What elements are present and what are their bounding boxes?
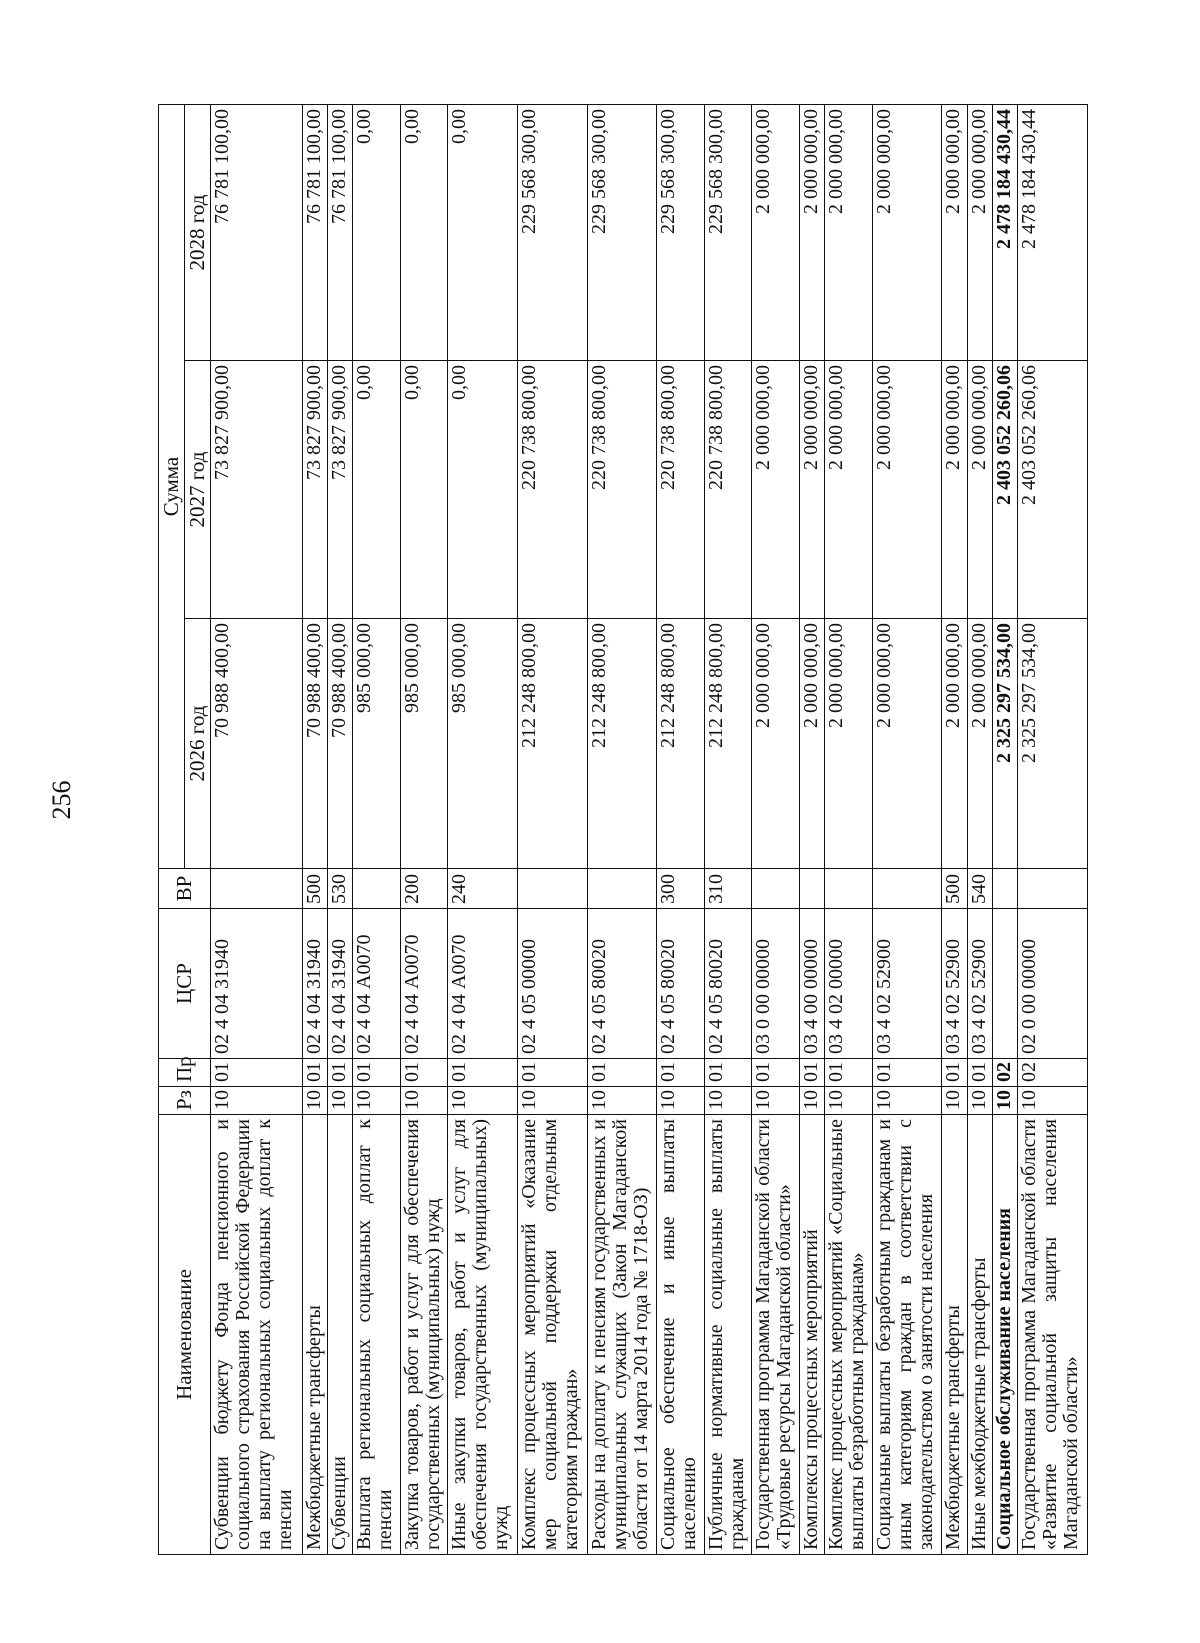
row-name: Субвенции	[328, 1115, 353, 1555]
header-sum: Сумма	[159, 104, 185, 868]
row-name: Социальные выплаты безработным гражданам и иным категориям граждан в соответствии с законодательством о занятости населения	[872, 1115, 942, 1555]
row-vr: 530	[328, 869, 353, 909]
row-vr: 200	[400, 869, 447, 909]
header-2026: 2026 год	[185, 619, 211, 869]
row-vr	[799, 869, 824, 909]
row-sum-2027: 2 000 000,00	[942, 361, 967, 619]
row-vr	[992, 869, 1017, 909]
row-sum-2027: 2 000 000,00	[825, 361, 872, 619]
row-rz: 10	[587, 1087, 657, 1115]
row-name: Комплекс процессных мероприятий «Социальные выплаты безработным гражданам»	[825, 1115, 872, 1555]
table-row	[872, 104, 942, 1554]
table-row	[752, 104, 799, 1554]
budget-table	[158, 104, 1088, 1555]
row-sum-2028: 76 781 100,00	[328, 104, 353, 360]
row-pr: 01	[825, 1059, 872, 1087]
header-pr: Пр	[159, 1059, 211, 1087]
row-rz: 10	[942, 1087, 967, 1115]
row-sum-2028: 2 000 000,00	[752, 104, 799, 360]
row-sum-2027: 220 738 800,00	[704, 361, 751, 619]
row-name: Государственная программа Магаданской области «Развитие социальной защиты населения Магаданской области»	[1018, 1115, 1088, 1555]
row-vr: 240	[448, 869, 518, 909]
row-name: Государственная программа Магаданской области «Трудовые ресурсы Магаданской области»	[752, 1115, 799, 1555]
row-rz: 10	[967, 1087, 992, 1115]
row-pr: 01	[704, 1059, 751, 1087]
row-sum-2028: 76 781 100,00	[211, 104, 303, 360]
row-name: Публичные нормативные социальные выплаты гражданам	[704, 1115, 751, 1555]
row-vr: 500	[302, 869, 327, 909]
row-sum-2026: 212 248 800,00	[704, 619, 751, 869]
row-rz: 10	[302, 1087, 327, 1115]
row-sum-2028: 76 781 100,00	[302, 104, 327, 360]
row-csr: 02 0 00 00000	[1018, 909, 1088, 1059]
header-vr: ВР	[159, 869, 211, 909]
page-number: 256	[47, 780, 76, 820]
row-sum-2026: 2 325 297 534,00	[992, 619, 1017, 869]
table-row	[518, 104, 588, 1554]
row-rz: 10	[328, 1087, 353, 1115]
row-rz: 10	[211, 1087, 303, 1115]
row-pr: 02	[992, 1059, 1017, 1087]
row-sum-2027: 2 403 052 260,06	[1018, 361, 1088, 619]
row-csr: 02 4 05 00000	[518, 909, 588, 1059]
row-name: Социальное обслуживание населения	[992, 1115, 1017, 1555]
row-name: Комплекс процессных мероприятий «Оказание мер социальной поддержки отдельным категориям граждан»	[518, 1115, 588, 1555]
row-csr: 03 4 02 52900	[967, 909, 992, 1059]
table-row	[587, 104, 657, 1554]
row-sum-2027: 220 738 800,00	[657, 361, 704, 619]
row-vr	[518, 869, 588, 909]
row-sum-2027: 2 403 052 260,06	[992, 361, 1017, 619]
row-sum-2026: 212 248 800,00	[657, 619, 704, 869]
header-name: Наименование	[159, 1115, 211, 1555]
row-vr	[211, 869, 303, 909]
header-rz: Рз	[159, 1087, 211, 1115]
row-csr: 02 4 04 А0070	[353, 909, 400, 1059]
row-sum-2026: 2 325 297 534,00	[1018, 619, 1088, 869]
row-name: Межбюджетные трансферты	[302, 1115, 327, 1555]
row-vr: 310	[704, 869, 751, 909]
row-csr: 02 4 04 31940	[328, 909, 353, 1059]
row-sum-2026: 2 000 000,00	[825, 619, 872, 869]
row-sum-2027: 73 827 900,00	[328, 361, 353, 619]
row-pr: 01	[448, 1059, 518, 1087]
row-sum-2027: 2 000 000,00	[967, 361, 992, 619]
row-sum-2027: 0,00	[448, 361, 518, 619]
row-sum-2026: 2 000 000,00	[872, 619, 942, 869]
row-vr: 500	[942, 869, 967, 909]
row-sum-2027: 2 000 000,00	[799, 361, 824, 619]
table-row	[211, 104, 303, 1554]
row-csr: 02 4 05 80020	[657, 909, 704, 1059]
table-row	[967, 104, 992, 1554]
row-pr: 01	[967, 1059, 992, 1087]
table-row	[448, 104, 518, 1554]
row-csr: 02 4 04 31940	[211, 909, 303, 1059]
row-sum-2028: 2 000 000,00	[942, 104, 967, 360]
row-pr: 01	[400, 1059, 447, 1087]
row-sum-2028: 229 568 300,00	[587, 104, 657, 360]
table-row	[353, 104, 400, 1554]
table-row	[328, 104, 353, 1554]
row-sum-2027: 2 000 000,00	[752, 361, 799, 619]
row-rz: 10	[752, 1087, 799, 1115]
row-sum-2028: 2 478 184 430,44	[1018, 104, 1088, 360]
row-csr: 03 4 02 00000	[825, 909, 872, 1059]
row-sum-2026: 212 248 800,00	[587, 619, 657, 869]
row-pr: 01	[942, 1059, 967, 1087]
row-sum-2028: 0,00	[400, 104, 447, 360]
row-name: Иные межбюджетные трансферты	[967, 1115, 992, 1555]
row-sum-2027: 73 827 900,00	[302, 361, 327, 619]
row-vr	[353, 869, 400, 909]
table-row	[302, 104, 327, 1554]
row-sum-2026: 70 988 400,00	[211, 619, 303, 869]
row-vr: 540	[967, 869, 992, 909]
row-rz: 10	[657, 1087, 704, 1115]
row-sum-2026: 2 000 000,00	[942, 619, 967, 869]
row-name: Выплата региональных социальных доплат к пенсии	[353, 1115, 400, 1555]
row-rz: 10	[518, 1087, 588, 1115]
row-rz: 10	[1018, 1087, 1088, 1115]
row-pr: 01	[328, 1059, 353, 1087]
row-csr	[992, 909, 1017, 1059]
row-name: Закупка товаров, работ и услуг для обеспечения государственных (муниципальных) нужд	[400, 1115, 447, 1555]
row-sum-2026: 2 000 000,00	[967, 619, 992, 869]
row-rz: 10	[799, 1087, 824, 1115]
row-pr: 01	[302, 1059, 327, 1087]
row-vr	[825, 869, 872, 909]
table-row	[799, 104, 824, 1554]
row-sum-2028: 229 568 300,00	[518, 104, 588, 360]
header-csr: ЦСР	[159, 909, 211, 1059]
row-vr	[587, 869, 657, 909]
table-row	[400, 104, 447, 1554]
row-sum-2026: 212 248 800,00	[518, 619, 588, 869]
row-rz: 10	[400, 1087, 447, 1115]
row-rz: 10	[872, 1087, 942, 1115]
row-name: Комплексы процессных мероприятий	[799, 1115, 824, 1555]
table-row	[1018, 104, 1088, 1554]
row-sum-2026: 2 000 000,00	[752, 619, 799, 869]
row-csr: 02 4 05 80020	[704, 909, 751, 1059]
row-sum-2028: 0,00	[353, 104, 400, 360]
row-name: Расходы на доплату к пенсиям государственных и муниципальных служащих (Закон Магаданской области от 14 марта 2014 года № 1718-ОЗ)	[587, 1115, 657, 1555]
row-pr: 01	[211, 1059, 303, 1087]
row-sum-2028: 2 000 000,00	[825, 104, 872, 360]
header-2027: 2027 год	[185, 361, 211, 619]
row-sum-2028: 229 568 300,00	[657, 104, 704, 360]
row-sum-2028: 0,00	[448, 104, 518, 360]
row-sum-2027: 73 827 900,00	[211, 361, 303, 619]
row-sum-2028: 2 000 000,00	[872, 104, 942, 360]
row-name: Иные закупки товаров, работ и услуг для обеспечения государственных (муниципальных) нужд	[448, 1115, 518, 1555]
table-row	[942, 104, 967, 1554]
row-sum-2026: 985 000,00	[400, 619, 447, 869]
row-csr: 02 4 05 80020	[587, 909, 657, 1059]
row-csr: 03 4 00 00000	[799, 909, 824, 1059]
row-pr: 01	[587, 1059, 657, 1087]
row-csr: 02 4 04 А0070	[400, 909, 447, 1059]
row-pr: 01	[657, 1059, 704, 1087]
row-rz: 10	[448, 1087, 518, 1115]
row-name: Социальное обеспечение и иные выплаты населению	[657, 1115, 704, 1555]
row-sum-2028: 2 478 184 430,44	[992, 104, 1017, 360]
row-csr: 03 4 02 52900	[942, 909, 967, 1059]
row-pr: 02	[1018, 1059, 1088, 1087]
row-csr: 03 4 02 52900	[872, 909, 942, 1059]
row-rz: 10	[992, 1087, 1017, 1115]
row-sum-2026: 2 000 000,00	[799, 619, 824, 869]
header-2028: 2028 год	[185, 104, 211, 360]
row-sum-2028: 2 000 000,00	[799, 104, 824, 360]
row-rz: 10	[825, 1087, 872, 1115]
table-row	[825, 104, 872, 1554]
row-sum-2028: 229 568 300,00	[704, 104, 751, 360]
row-vr	[872, 869, 942, 909]
row-name: Межбюджетные трансферты	[942, 1115, 967, 1555]
row-sum-2026: 70 988 400,00	[328, 619, 353, 869]
row-pr: 01	[353, 1059, 400, 1087]
row-rz: 10	[353, 1087, 400, 1115]
row-sum-2028: 2 000 000,00	[967, 104, 992, 360]
row-vr	[752, 869, 799, 909]
row-rz: 10	[704, 1087, 751, 1115]
budget-table-container	[158, 105, 1088, 1555]
row-sum-2027: 0,00	[400, 361, 447, 619]
row-vr: 300	[657, 869, 704, 909]
row-sum-2026: 985 000,00	[448, 619, 518, 869]
row-pr: 01	[799, 1059, 824, 1087]
row-sum-2027: 220 738 800,00	[587, 361, 657, 619]
row-sum-2026: 70 988 400,00	[302, 619, 327, 869]
row-sum-2027: 220 738 800,00	[518, 361, 588, 619]
row-csr: 03 0 00 00000	[752, 909, 799, 1059]
table-row	[657, 104, 704, 1554]
table-row	[704, 104, 751, 1554]
row-sum-2027: 0,00	[353, 361, 400, 619]
row-pr: 01	[518, 1059, 588, 1087]
row-name: Субвенции бюджету Фонда пенсионного и социального страхования Российской Федерации на выплату региональных социальных доплат к пенсии	[211, 1115, 303, 1555]
row-sum-2026: 985 000,00	[353, 619, 400, 869]
row-vr	[1018, 869, 1088, 909]
row-pr: 01	[752, 1059, 799, 1087]
table-row	[992, 104, 1017, 1554]
row-pr: 01	[872, 1059, 942, 1087]
row-csr: 02 4 04 31940	[302, 909, 327, 1059]
row-csr: 02 4 04 А0070	[448, 909, 518, 1059]
row-sum-2027: 2 000 000,00	[872, 361, 942, 619]
